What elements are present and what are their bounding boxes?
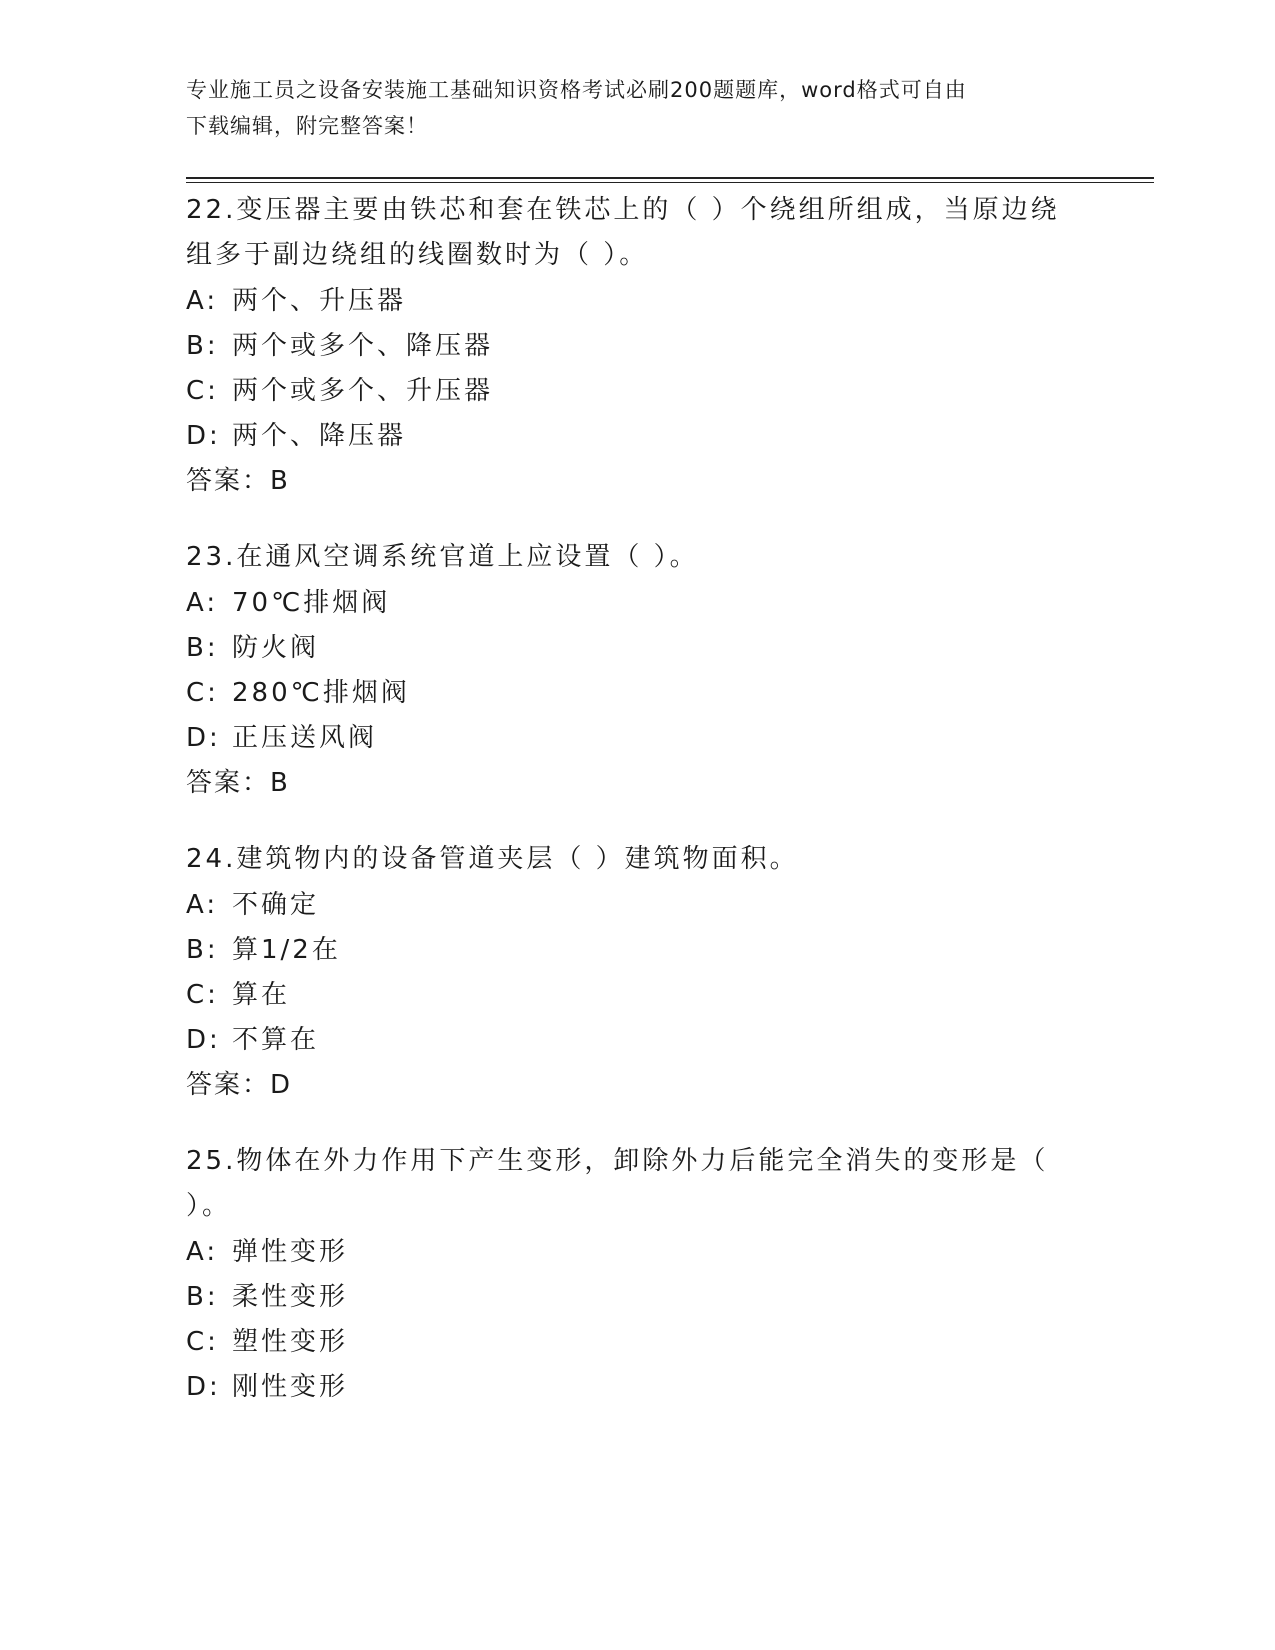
question-text-line: 24.建筑物内的设备管道夹层（ ）建筑物面积。 [186, 844, 799, 874]
option-key: A: [186, 588, 219, 618]
option-key: A: [186, 890, 219, 920]
option-text: 弹性变形 [232, 1237, 349, 1267]
option-b [186, 1275, 1066, 1320]
option-key: C: [186, 678, 219, 708]
question-text [186, 1139, 1066, 1229]
header-line-2: 下载编辑，附完整答案！ [186, 114, 428, 138]
question-text-line: 22.变压器主要由铁芯和套在铁芯上的（ ）个绕组所组成，当原边绕 [186, 195, 1060, 225]
answer-line: 答案：B [186, 466, 290, 496]
question-list [186, 188, 1066, 1441]
question-text-line: 25.物体在外力作用下产生变形，卸除外力后能完全消失的变形是（ [186, 1146, 1049, 1176]
option-b [186, 324, 1066, 369]
option-text: 不算在 [232, 1025, 320, 1055]
option-text: 两个、升压器 [232, 286, 407, 316]
option-key: B: [186, 935, 219, 965]
option-a [186, 883, 1066, 928]
option-key: A: [186, 1237, 219, 1267]
option-key: D: [186, 723, 221, 753]
question-23 [186, 535, 1066, 806]
option-text: 正压送风阀 [232, 723, 378, 753]
question-24 [186, 837, 1066, 1108]
header-divider-thin [186, 182, 1154, 183]
option-text: 不确定 [232, 890, 320, 920]
option-key: B: [186, 1282, 219, 1312]
option-c [186, 1320, 1066, 1365]
option-key: D: [186, 1372, 221, 1402]
question-text [186, 837, 1066, 882]
option-text: 塑性变形 [232, 1327, 349, 1357]
option-d [186, 414, 1066, 459]
option-b [186, 928, 1066, 973]
question-text [186, 535, 1066, 580]
option-text: 算在 [232, 980, 291, 1010]
question-text-line: 23.在通风空调系统官道上应设置（ ）。 [186, 542, 699, 572]
option-a [186, 1230, 1066, 1275]
question-25 [186, 1139, 1066, 1410]
option-key: C: [186, 1327, 219, 1357]
option-key: B: [186, 633, 219, 663]
option-text: 280℃排烟阀 [232, 678, 410, 708]
document-header [186, 72, 1066, 144]
header-divider-thick [186, 177, 1154, 179]
option-d [186, 716, 1066, 761]
option-key: C: [186, 980, 219, 1010]
option-text: 算1/2在 [232, 935, 341, 965]
option-d [186, 1018, 1066, 1063]
question-text [186, 188, 1066, 278]
option-b [186, 626, 1066, 671]
answer-line: 答案：B [186, 768, 290, 798]
option-key: A: [186, 286, 219, 316]
option-c [186, 369, 1066, 414]
header-line-1: 专业施工员之设备安装施工基础知识资格考试必刷200题题库，word格式可自由 [186, 78, 967, 102]
option-key: C: [186, 376, 219, 406]
option-key: B: [186, 331, 219, 361]
question-text-line: ）。 [186, 1191, 232, 1221]
option-text: 70℃排烟阀 [232, 588, 391, 618]
option-a [186, 279, 1066, 324]
option-text: 两个或多个、降压器 [232, 331, 494, 361]
option-c [186, 671, 1066, 716]
option-key: D: [186, 421, 221, 451]
option-text: 两个或多个、升压器 [232, 376, 494, 406]
option-c [186, 973, 1066, 1018]
option-d [186, 1365, 1066, 1410]
option-text: 刚性变形 [232, 1372, 349, 1402]
question-text-line: 组多于副边绕组的线圈数时为（ ）。 [186, 240, 649, 270]
answer-line: 答案：D [186, 1070, 293, 1100]
option-text: 防火阀 [232, 633, 320, 663]
option-text: 两个、降压器 [232, 421, 407, 451]
option-a [186, 581, 1066, 626]
question-22 [186, 188, 1066, 504]
option-text: 柔性变形 [232, 1282, 349, 1312]
option-key: D: [186, 1025, 221, 1055]
